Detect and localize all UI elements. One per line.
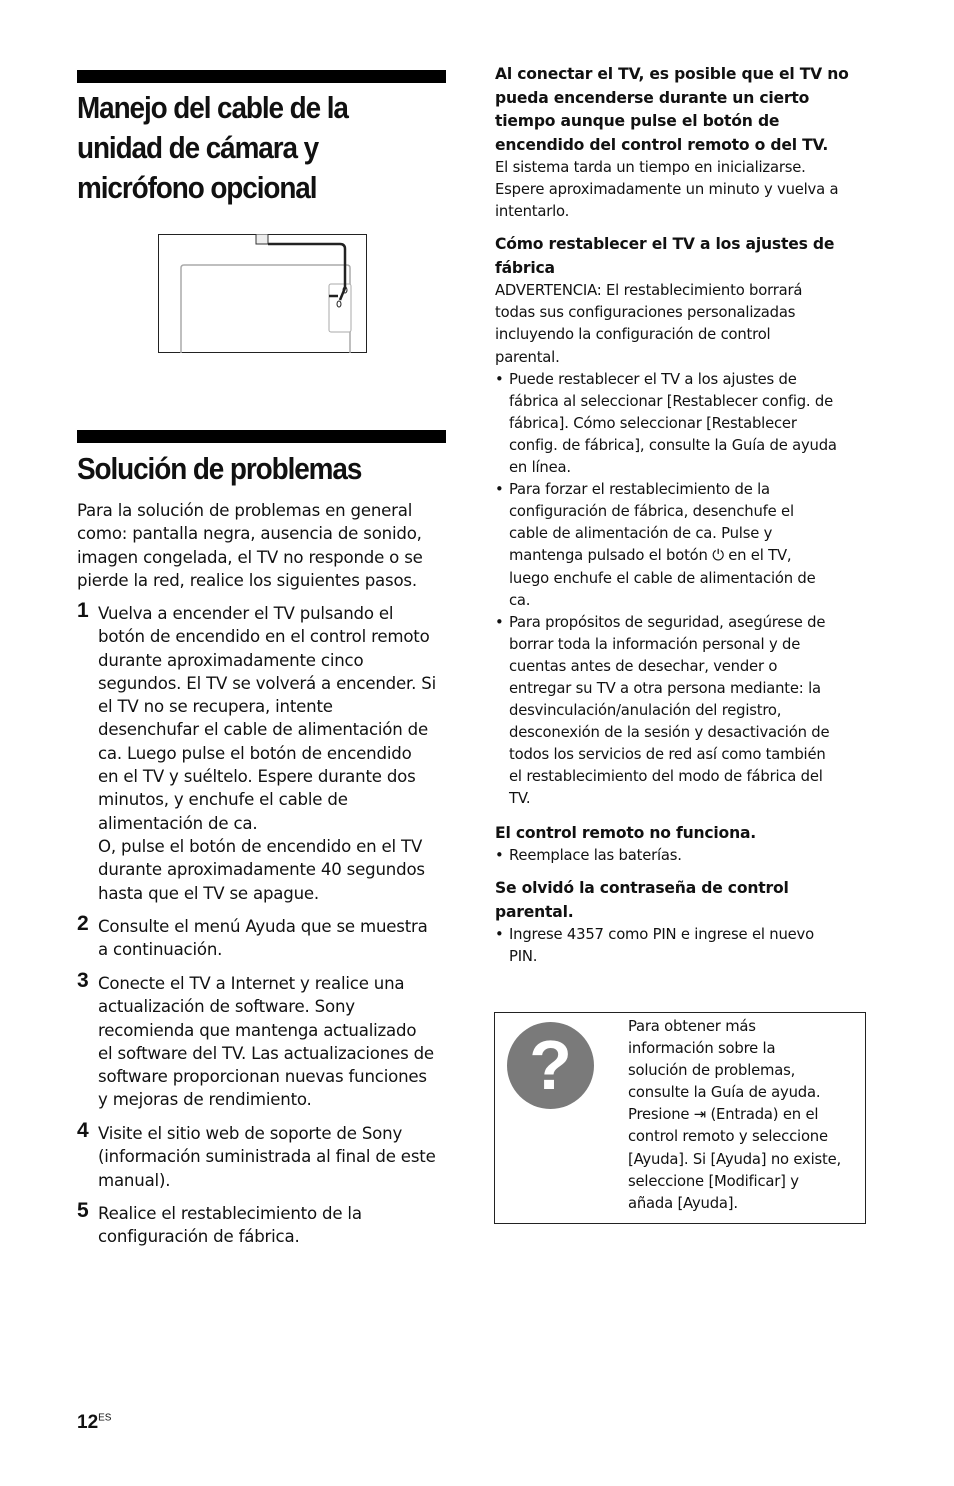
text-line: solución de problemas, [628,1062,796,1080]
text-line: el restablecimiento del modo de fábrica del [509,768,823,786]
title-line: unidad de cámara y [77,130,319,165]
text-line: botón de encendido en el control remoto [98,627,430,647]
text-line: seleccione [Modificar] y [628,1172,799,1190]
text-line: durante aproximadamente cinco [98,650,364,670]
text-line: configuración de fábrica. [98,1227,300,1247]
text-line: todos los servicios de red así como también [509,746,826,764]
bullet-item [495,479,867,612]
text-line: Consulte el menú Ayuda que se muestra [98,917,428,936]
faq-q4 [495,877,867,968]
text-line: Para forzar el restablecimiento de la [509,481,770,499]
text-line: software proporcionan nuevas funciones [98,1067,427,1087]
text-line: fábrica [495,258,555,277]
text-line: a continuación. [98,940,223,960]
text-line: Realice el restablecimiento de la [98,1204,362,1223]
text-line: manual). [98,1170,171,1190]
text-line: el TV no se recupera, intente [98,697,333,717]
text-line: Cómo restablecer el TV a los ajustes de [495,235,835,254]
text-line: luego enchufe el cable de alimentación de [509,569,816,587]
text-line: cuentas antes de desechar, vender o [509,657,778,675]
section-title-cable [77,88,348,208]
right-column [495,63,867,978]
text-line: Al conectar el TV, es posible que el TV no [495,65,849,83]
text-line: recomienda que mantenga actualizado [98,1020,417,1040]
text-line: Conecte el TV a Internet y realice una [98,974,405,993]
intro-paragraph [77,499,423,592]
bullet-item [495,612,867,811]
text-line: Ingrese 4357 como PIN e ingrese el nuevo [509,926,814,944]
text-line: El control remoto no funciona. [495,823,757,842]
text-line: (información suministrada al final de este [98,1147,436,1167]
text-line: [Ayuda]. Si [Ayuda] no existe, [628,1150,841,1168]
step-text [98,602,436,905]
text-line: el software del TV. Las actualizaciones de [98,1043,434,1063]
text-line: Para propósitos de seguridad, asegúrese de [509,613,826,631]
help-box [494,1012,866,1224]
text-line: parental. [495,348,560,366]
help-text [628,1016,841,1215]
faq-heading [495,822,867,846]
page-number [77,1412,111,1434]
text-line: TV. [509,790,531,808]
title-line: Manejo del cable de la [77,90,348,125]
faq-body [495,280,867,368]
bullet-item [495,369,867,479]
text-line: Se olvidó la contraseña de control [495,879,789,898]
text-line: configuración de fábrica, desenchufe el [509,503,794,521]
faq-q1 [495,63,867,223]
question-icon: ? [507,1022,594,1109]
page-num: 12 [77,1412,99,1433]
text-line: Presione ⇥ (Entrada) en el [628,1106,819,1124]
bullet-icon: • [495,847,504,865]
text-line: cable de alimentación de ca. Pulse y [509,525,773,543]
bullet-icon: • [495,370,504,388]
text-line: El sistema tarda un tiempo en inicializarse. [495,159,806,176]
text-line: ca. [509,591,531,609]
text-line: borrar toda la información personal y de [509,635,801,653]
step-number: 4 [77,1119,89,1142]
section-title-troubleshooting: Solución de problemas [77,451,362,486]
text-line: durante aproximadamente 40 segundos [98,860,425,880]
faq-q2 [495,233,867,810]
text-line: Para obtener más [628,1018,756,1035]
text-line: como: pantalla negra, ausencia de sonido, [77,524,422,544]
text-line: consulte la Guía de ayuda. [628,1084,821,1102]
faq-heading [495,877,867,924]
bullet-icon: • [495,613,504,631]
text-line: todas sus configuraciones personalizadas [495,304,796,322]
step-number: 2 [77,912,89,935]
faq-heading [495,233,867,280]
text-line: desvinculación/anulación del registro, [509,702,782,720]
page-lang: ES [98,1412,112,1424]
text-line: Vuelva a encender el TV pulsando el [98,604,394,623]
text-line: fábrica]. Cómo seleccionar [Restablecer [509,414,797,432]
text-line: imagen congelada, el TV no responde o se [77,547,423,567]
text-line: incluyendo la configuración de control [495,326,771,344]
bullet-icon: • [495,481,504,499]
text-line: información sobre la [628,1040,776,1058]
text-line: entregar su TV a otra persona mediante: la [509,679,821,697]
text-line: hasta que el TV se apague. [98,883,320,903]
text-line: Puede restablecer el TV a los ajustes de [509,370,797,388]
step-text [98,1122,436,1192]
text-line: minutos, y enchufe el cable de [98,790,348,810]
text-line: ADVERTENCIA: El restablecimiento borrará [495,282,803,300]
text-line: O, pulse el botón de encendido en el TV [98,836,423,856]
text-line: Reemplace las baterías. [509,847,682,865]
text-line: añada [Ayuda]. [628,1194,738,1212]
step-number: 3 [77,969,89,992]
bullet-icon: • [495,926,504,944]
text-line: Para la solución de problemas en general [77,501,413,520]
text-line: encendido del control remoto o del TV. [495,135,829,154]
section-bar [77,430,446,443]
tv-cable-diagram [158,234,367,354]
text-line: alimentación de ca. [98,813,258,833]
text-line: y mejoras de rendimiento. [98,1090,312,1110]
faq-heading [495,63,867,157]
text-line: fábrica al seleccionar [Restablecer config. de [509,392,834,410]
bullet-item [495,845,867,867]
step-text [98,1202,362,1249]
bullet-item [495,924,867,968]
text-line: config. de fábrica], consulte la Guía de ayuda [509,436,837,454]
step-number: 5 [77,1199,89,1222]
text-line: ca. Luego pulse el botón de encendido [98,743,412,763]
text-line: Visite el sitio web de soporte de Sony [98,1124,403,1143]
text-line: Espere aproximadamente un minuto y vuelva a [495,181,839,199]
text-line: actualización de software. Sony [98,997,355,1017]
text-line: en el TV y suéltelo. Espere durante dos [98,767,416,787]
text-line: desconexión de la sesión y desactivación de [509,724,830,742]
text-line: mantenga pulsado el botón ⏻ en el TV, [509,547,792,565]
text-line: control remoto y seleccione [628,1128,828,1146]
text-line: en línea. [509,459,571,477]
step-text [98,972,434,1112]
text-line: intentarlo. [495,203,570,221]
section-bar [77,70,446,83]
text-line: tiempo aunque pulse el botón de [495,112,780,130]
text-line: parental. [495,902,574,921]
faq-q3 [495,822,867,868]
step-number: 1 [77,599,89,622]
text-line: PIN. [509,948,538,966]
text-line: pueda encenderse durante un cierto [495,88,810,107]
step-text [98,915,428,962]
text-line: segundos. El TV se volverá a encender. Si [98,673,436,693]
text-line: pierde la red, realice los siguientes pasos. [77,570,417,590]
faq-body [495,157,867,223]
text-line: desenchufar el cable de alimentación de [98,720,428,740]
title-line: micrófono opcional [77,170,317,205]
